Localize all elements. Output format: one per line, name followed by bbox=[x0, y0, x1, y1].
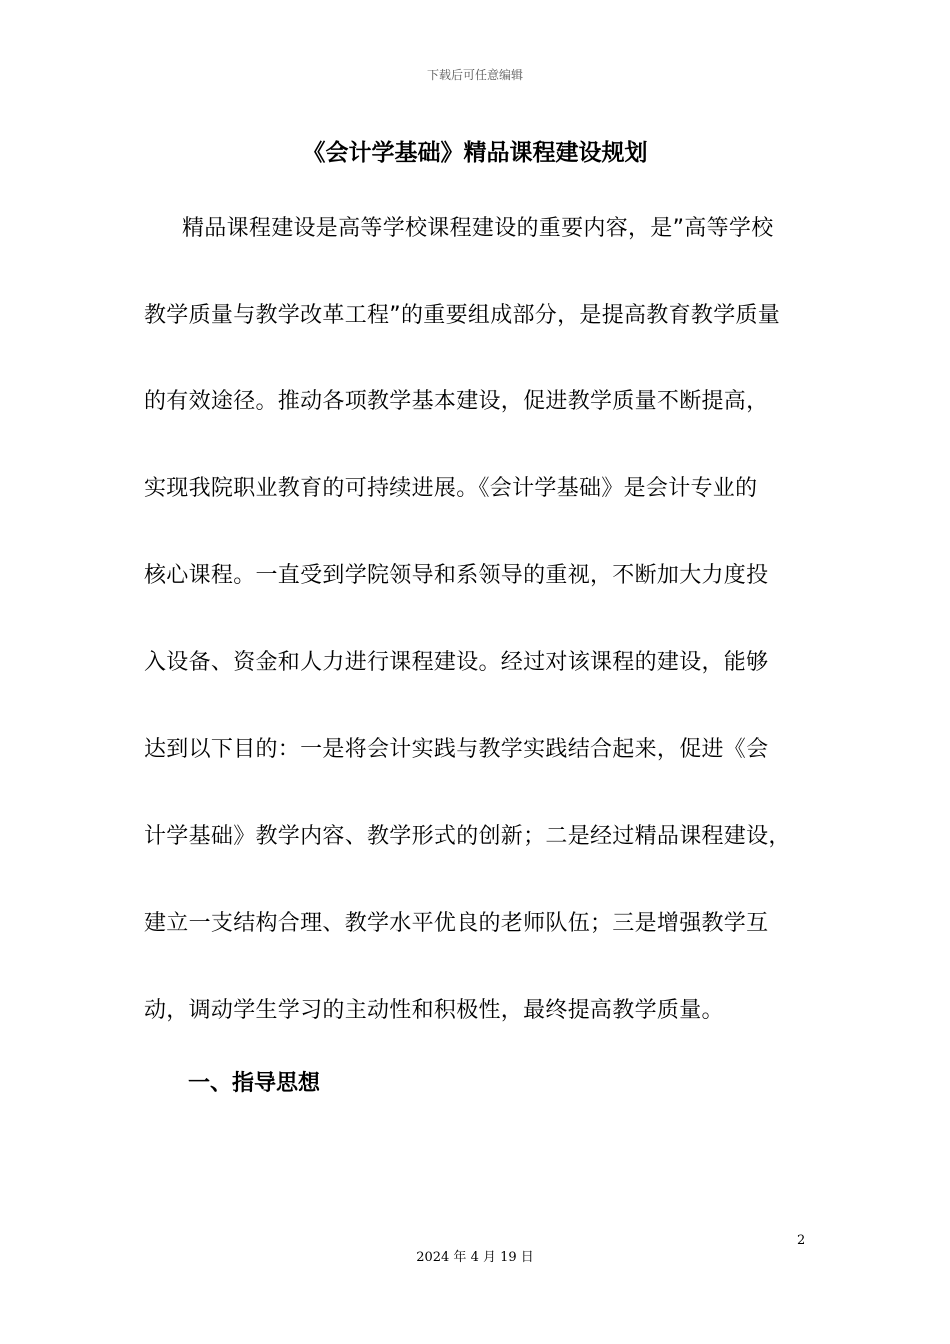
paragraph-line: 动，调动学生学习的主动性和积极性，最终提高教学质量。 bbox=[144, 998, 724, 1023]
paragraph-line: 入设备、资金和人力进行课程建设。经过对该课程的建设，能够 bbox=[144, 650, 769, 675]
paragraph-line: 教学质量与教学改革工程”的重要组成部分，是提高教育教学质量 bbox=[144, 303, 781, 328]
paragraph-line: 核心课程。一直受到学院领导和系领导的重视，不断加大力度投 bbox=[144, 563, 769, 588]
paragraph-line: 达到以下目的：一是将会计实践与教学实践结合起来，促进《会 bbox=[144, 737, 769, 762]
footer-date: 2024 年 4 月 19 日 bbox=[416, 1250, 534, 1265]
paragraph-line: 建立一支结构合理、教学水平优良的老师队伍；三是增强教学互 bbox=[144, 911, 769, 936]
paragraph-line: 计学基础》教学内容、教学形式的创新；二是经过精品课程建设， bbox=[144, 824, 791, 849]
paragraph-line: 的有效途径。推动各项教学基本建设，促进教学质量不断提高， bbox=[144, 389, 769, 414]
header-note: 下载后可任意编辑 bbox=[426, 68, 523, 82]
page-number: 2 bbox=[797, 1233, 806, 1248]
document-title: 《会计学基础》精品课程建设规划 bbox=[302, 140, 648, 166]
section-heading: 一、指导思想 bbox=[188, 1071, 321, 1096]
paragraph-line: 实现我院职业教育的可持续进展。《会计学基础》是会计专业的 bbox=[144, 476, 758, 501]
paragraph-line: 精品课程建设是高等学校课程建设的重要内容，是”高等学校 bbox=[182, 216, 774, 241]
